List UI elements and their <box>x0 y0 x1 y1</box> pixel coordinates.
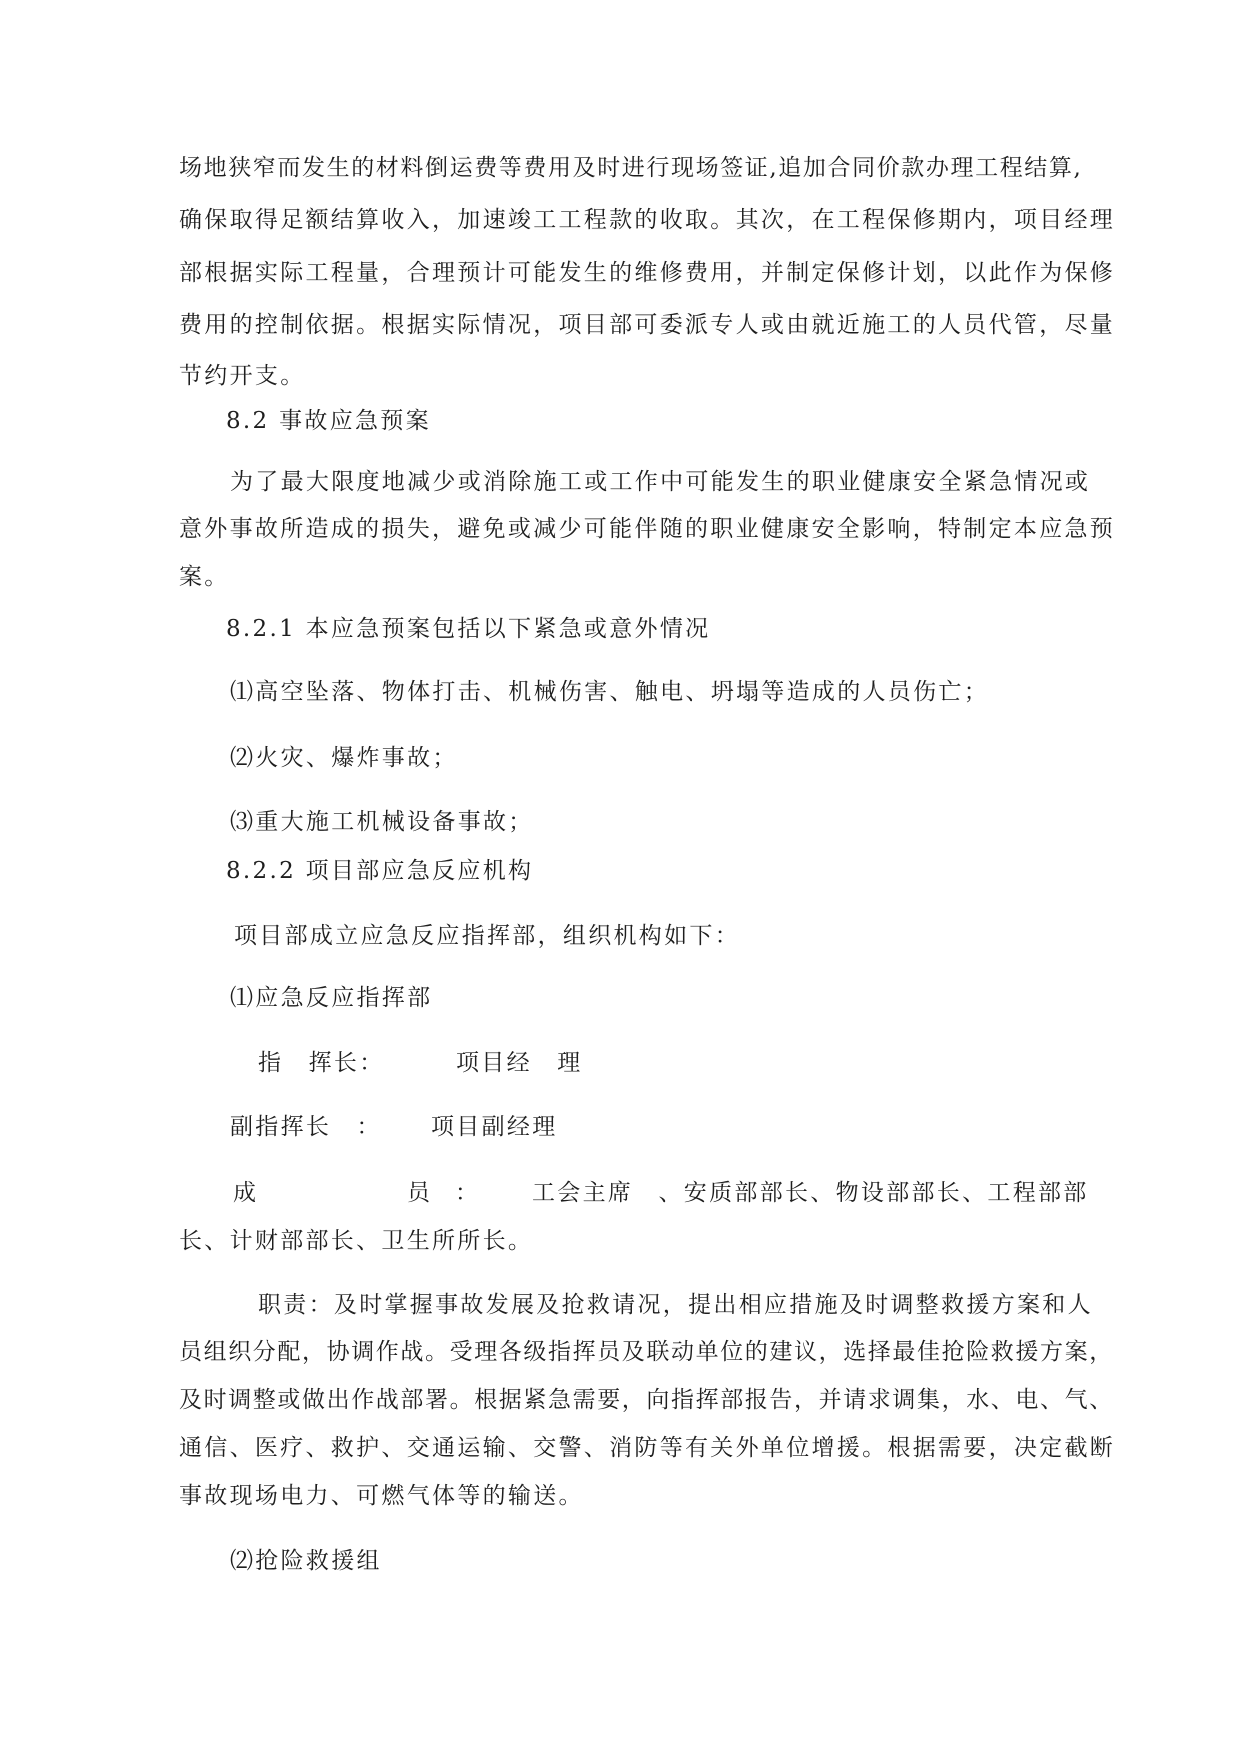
list-item: ⑴高空坠落、物体打击、机械伤害、触电、坍塌等造成的人员伤亡； <box>230 679 989 705</box>
commander-value: 项目经 理 <box>456 1050 583 1076</box>
subsection-title: ⑵抢险救援组 <box>230 1548 382 1574</box>
paragraph-line: 节约开支。 <box>179 363 306 389</box>
subsection-title: ⑴应急反应指挥部 <box>230 985 433 1011</box>
paragraph-line <box>179 157 1109 180</box>
paragraph-line: 职责：及时掌握事故发展及抢救请况，提出相应措施及时调整救援方案和人 <box>258 1292 1093 1318</box>
members-label-char: 员 <box>407 1180 433 1206</box>
paragraph-line: 通信、医疗、救护、交通运输、交警、消防等有关外单位增援。根据需要，决定截断 <box>179 1435 1116 1461</box>
line-text: 场地狭窄而发生的材料倒运费等费用及时进行现场签证,追加合同价款办理工程结算, <box>179 155 1083 181</box>
paragraph-line: 案。 <box>179 564 230 590</box>
paragraph-line: 员组织分配，协调作战。受理各级指挥员及联动单位的建议，选择最佳抢险救援方案， <box>179 1339 1114 1365</box>
paragraph-line: 费用的控制依据。根据实际情况，项目部可委派专人或由就近施工的人员代管，尽量 <box>179 312 1116 338</box>
paragraph-line: 为了最大限度地减少或消除施工或工作中可能发生的职业健康安全紧急情况或 <box>230 469 1091 495</box>
paragraph-line: 部根据实际工程量，合理预计可能发生的维修费用，并制定保修计划，以此作为保修 <box>179 260 1116 286</box>
list-item: ⑵火灾、爆炸事故； <box>230 745 458 771</box>
section-heading-8-2: 8.2 事故应急预案 <box>226 408 431 434</box>
members-label-char: 成 <box>233 1180 259 1206</box>
paragraph-line: 及时调整或做出作战部署。根据紧急需要，向指挥部报告，并请求调集，水、电、气、 <box>179 1387 1114 1413</box>
commander-label: 指 挥长： <box>258 1050 385 1076</box>
members-colon: ： <box>455 1180 481 1206</box>
paragraph-line: 事故现场电力、可燃气体等的输送。 <box>179 1483 584 1509</box>
paragraph-line: 意外事故所造成的损失，避免或减少可能伴随的职业健康安全影响，特制定本应急预 <box>179 516 1116 542</box>
deputy-value: 项目副经理 <box>431 1114 558 1140</box>
organization-intro: 项目部成立应急反应指挥部，组织机构如下： <box>234 923 740 949</box>
section-heading-8-2-2: 8.2.2 项目部应急反应机构 <box>226 858 534 884</box>
section-heading-8-2-1: 8.2.1 本应急预案包括以下紧急或意外情况 <box>226 616 711 642</box>
members-value: 工会主席 、安质部部长、物设部部长、工程部部 <box>532 1180 1089 1206</box>
deputy-label: 副指挥长 ： <box>230 1114 382 1140</box>
members-value-continuation: 长、计财部部长、卫生所所长。 <box>179 1228 534 1254</box>
list-item: ⑶重大施工机械设备事故； <box>230 809 534 835</box>
paragraph-line: 确保取得足额结算收入，加速竣工工程款的收取。其次，在工程保修期内，项目经理 <box>179 207 1116 233</box>
